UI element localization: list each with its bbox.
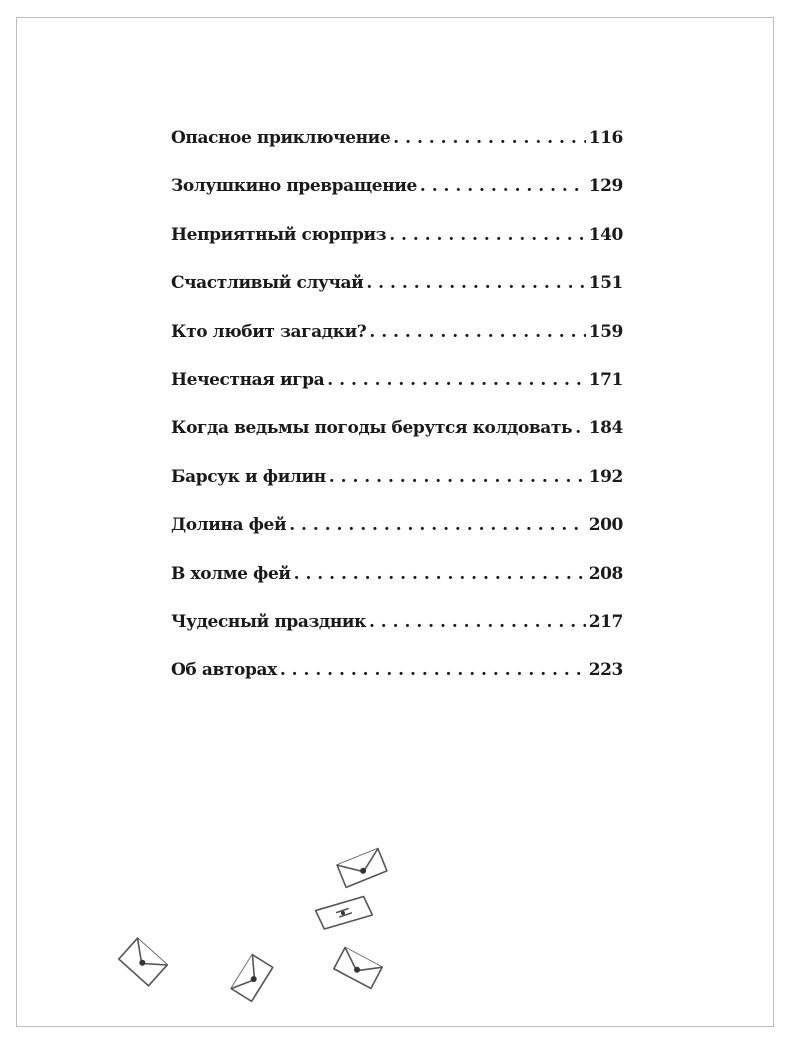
table-of-contents <box>171 128 623 709</box>
dot-leader <box>294 564 586 584</box>
dot-leader <box>369 612 586 632</box>
toc-entry-title: Чудесный праздник <box>171 611 366 632</box>
dot-leader <box>280 660 586 680</box>
toc-entry[interactable] <box>171 322 623 370</box>
dot-leader <box>389 225 586 245</box>
toc-entry[interactable] <box>171 176 623 224</box>
toc-entry[interactable] <box>171 660 623 708</box>
toc-entry[interactable] <box>171 564 623 612</box>
toc-entry[interactable] <box>171 225 623 273</box>
toc-entry-title: Барсук и филин <box>171 466 326 487</box>
toc-entry-page: 116 <box>588 128 623 148</box>
dot-leader <box>369 322 585 342</box>
toc-entry-page: 171 <box>588 369 623 390</box>
toc-entry-title: Счастливый случай <box>171 273 364 294</box>
toc-entry-page: 140 <box>588 224 623 245</box>
dot-leader <box>329 467 586 487</box>
toc-entry[interactable] <box>171 467 623 515</box>
toc-entry[interactable] <box>171 612 623 660</box>
toc-entry[interactable] <box>171 418 623 466</box>
toc-entry-title: Неприятный сюрприз <box>171 224 387 245</box>
toc-entry-title: Кто любит загадки? <box>171 321 367 342</box>
dot-leader <box>366 273 585 293</box>
toc-entry-title: Долина фей <box>171 515 287 536</box>
toc-entry[interactable] <box>171 273 623 321</box>
dot-leader <box>327 370 585 390</box>
dot-leader <box>393 128 585 148</box>
toc-entry-title: В холме фей <box>171 563 291 584</box>
toc-entry-page: 192 <box>588 466 623 487</box>
toc-entry-title: Золушкино превращение <box>171 176 417 197</box>
toc-entry[interactable] <box>171 515 623 563</box>
toc-entry-title: Нечестная игра <box>171 369 325 390</box>
toc-entry-page: 159 <box>588 321 623 342</box>
dot-leader <box>289 515 586 535</box>
toc-entry-page: 184 <box>588 418 623 439</box>
toc-entry-page: 200 <box>588 515 623 536</box>
toc-entry-page: 223 <box>588 660 623 681</box>
toc-entry-page: 208 <box>588 563 623 584</box>
toc-entry[interactable] <box>171 370 623 418</box>
toc-entry-page: 217 <box>588 611 623 632</box>
toc-entry-title: Об авторах <box>171 660 277 681</box>
toc-entry-page: 129 <box>588 176 623 197</box>
toc-entry-title: Опасное приключение <box>171 128 391 148</box>
toc-entry-title: Когда ведьмы погоды берутся колдовать <box>171 418 573 439</box>
dot-leader <box>575 418 586 438</box>
dot-leader <box>420 176 586 196</box>
toc-entry[interactable] <box>171 128 623 176</box>
toc-entry-page: 151 <box>588 273 623 294</box>
